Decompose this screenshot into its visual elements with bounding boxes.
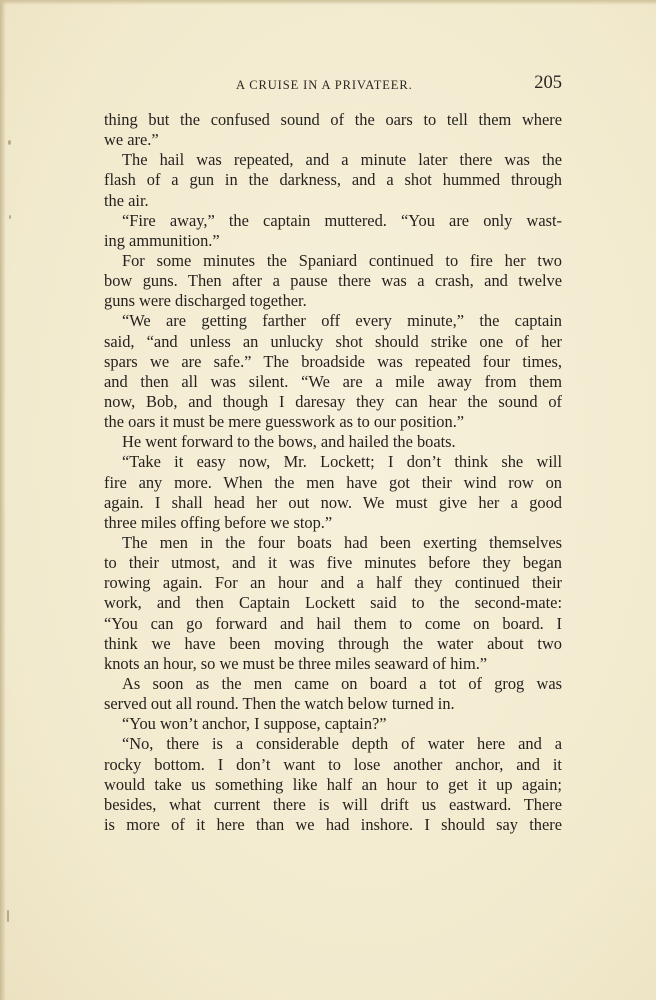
text-line: The hail was repeated, and a minute later there was the bbox=[122, 150, 562, 170]
text-line: “You won’t anchor, I suppose, captain?” bbox=[122, 714, 387, 734]
text-line: now, Bob, and though I daresay they can hear the sound of bbox=[104, 391, 562, 411]
text-line: He went forward to the bows, and hailed the boats. bbox=[122, 432, 456, 452]
text-line: again. I shall head her out now. We must give her a good bbox=[104, 492, 562, 512]
text-line: fire any more. When the men have got their wind row on bbox=[104, 472, 562, 492]
text-line: work, and then Captain Lockett said to the second-mate: bbox=[104, 593, 562, 613]
paper-speck bbox=[7, 910, 9, 922]
text-line: rowing again. For an hour and a half they continued their bbox=[104, 573, 562, 593]
text-line: the oars it must be mere guesswork as to our position.” bbox=[104, 412, 465, 432]
text-line: ing ammunition.” bbox=[104, 230, 220, 250]
running-title: A CRUISE IN A PRIVATEER. bbox=[236, 78, 413, 92]
text-line: “No, there is a considerable depth of water here and a bbox=[122, 734, 562, 754]
page-number: 205 bbox=[534, 73, 562, 93]
body-text bbox=[104, 110, 562, 835]
page-left-edge-shadow bbox=[0, 0, 6, 1000]
text-line: and then all was silent. “We are a mile away from them bbox=[104, 371, 562, 391]
text-line: to their utmost, and it was five minutes before they began bbox=[104, 553, 562, 573]
text-line: “Fire away,” the captain muttered. “You are only wast- bbox=[122, 210, 562, 230]
text-line: rocky bottom. I don’t want to lose another anchor, and it bbox=[104, 754, 562, 774]
running-head bbox=[104, 73, 562, 96]
text-line: For some minutes the Spaniard continued to fire her two bbox=[122, 250, 562, 270]
text-line: As soon as the men came on board a tot of grog was bbox=[122, 673, 562, 693]
paper-speck bbox=[9, 215, 11, 219]
text-line: besides, what current there is will drift us eastward. There bbox=[104, 794, 562, 814]
text-line: is more of it here than we had inshore. I should say there bbox=[104, 814, 562, 834]
text-line: thing but the confused sound of the oars to tell them where bbox=[104, 110, 562, 129]
text-line: “You can go forward and hail them to come on board. I bbox=[104, 613, 562, 633]
text-line: said, “and unless an unlucky shot should strike one of her bbox=[104, 331, 562, 351]
text-line: the air. bbox=[104, 190, 149, 210]
text-line: would take us something like half an hour to get it up again; bbox=[104, 774, 562, 794]
text-line: we are.” bbox=[104, 130, 159, 150]
text-line: flash of a gun in the darkness, and a shot hummed through bbox=[104, 170, 562, 190]
text-line: guns were discharged together. bbox=[104, 291, 307, 311]
paper-speck bbox=[8, 140, 11, 145]
text-line: “Take it easy now, Mr. Lockett; I don’t think she will bbox=[122, 452, 562, 472]
text-line: think we have been moving through the water about two bbox=[104, 633, 562, 653]
text-line: “We are getting farther off every minute,” the captain bbox=[122, 311, 562, 331]
text-line: spars we are safe.” The broadside was repeated four times, bbox=[104, 351, 562, 371]
page-top-edge-shadow bbox=[0, 0, 656, 5]
text-line: The men in the four boats had been exerting themselves bbox=[122, 532, 562, 552]
text-line: three miles offing before we stop.” bbox=[104, 512, 333, 532]
text-line: knots an hour, so we must be three miles seaward of him.” bbox=[104, 653, 488, 673]
text-line: served out all round. Then the watch below turned in. bbox=[104, 694, 455, 714]
text-line: bow guns. Then after a pause there was a crash, and twelve bbox=[104, 271, 562, 291]
